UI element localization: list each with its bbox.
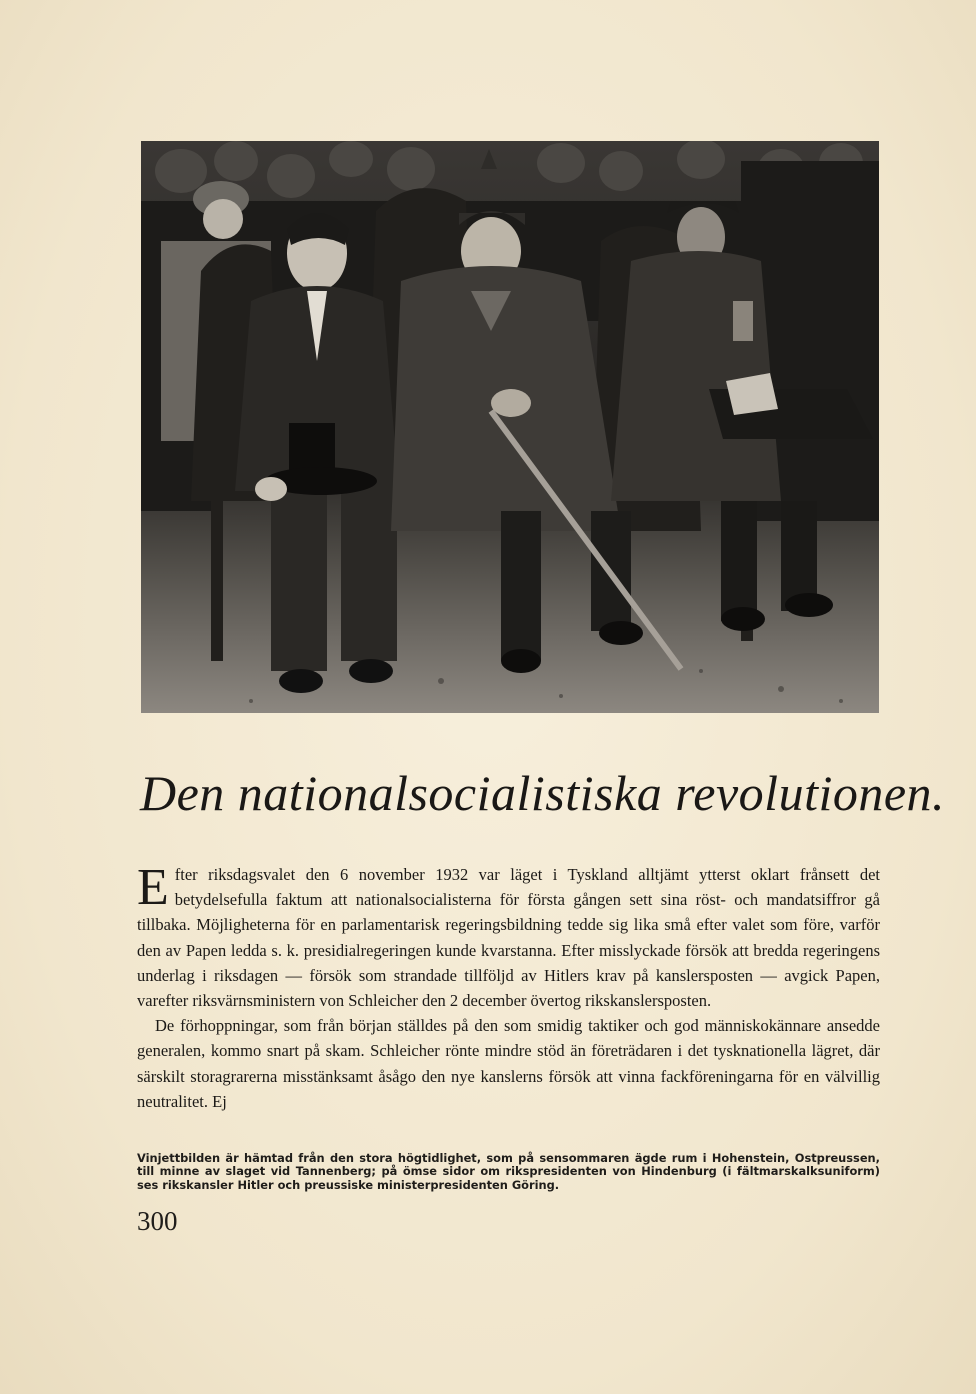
photograph bbox=[141, 141, 879, 713]
page-number: 300 bbox=[137, 1206, 178, 1236]
photo-caption: Vinjettbilden är hämtad från den stora högtidlighet, som på sensommaren ägde rum i Hohenstein, Ostpreussen, till minne av slaget vid Tannenberg; på ömse sidor om rikspresidenten von Hindenburg (i fältmarskalksuniform) ses rikskansler Hitler och preussiske ministerpresidenten Göring. bbox=[137, 1151, 880, 1192]
paragraph-1 bbox=[137, 859, 880, 1013]
body-text bbox=[137, 859, 880, 1114]
paragraph-2: De förhoppningar, som från början ställdes på den som smidig taktiker och god människokännare ansedde generalen, kommo snart på skam. Schleicher rönte mindre stöd än företrädaren i det tysknationella lägret, där särskilt storagrarerna misstänksamt åsågo den nye kanslerns försök att vinna fackföreningarna för en välvillig neutralitet. Ej bbox=[137, 1016, 880, 1111]
paragraph-1-text: fter riksdagsvalet den 6 november 1932 var läget i Tyskland alltjämt ytterst oklart frånsett det betydelsefulla faktum att nationalsocialisterna för första gången sett sina röst- och mandatsiffror gå tillbaka. Möjligheterna för en parlamentarisk regeringsbildning tedde sig lika små efter valet som före, varför den av Papen ledda s. k. presidialregeringen kunde kvarstanna. Efter misslyckade försök att bredda regeringens underlag i riksdagen — försök som strandade tillföljd av Hitlers krav på kanslersposten — avgick Papen, varefter riksvärnsministern von Schleicher den 2 december övertog rikskanslersposten. bbox=[137, 865, 880, 1011]
drop-cap: E bbox=[137, 859, 169, 916]
chapter-title: Den nationalsocialistiska revolutionen. bbox=[140, 765, 946, 821]
